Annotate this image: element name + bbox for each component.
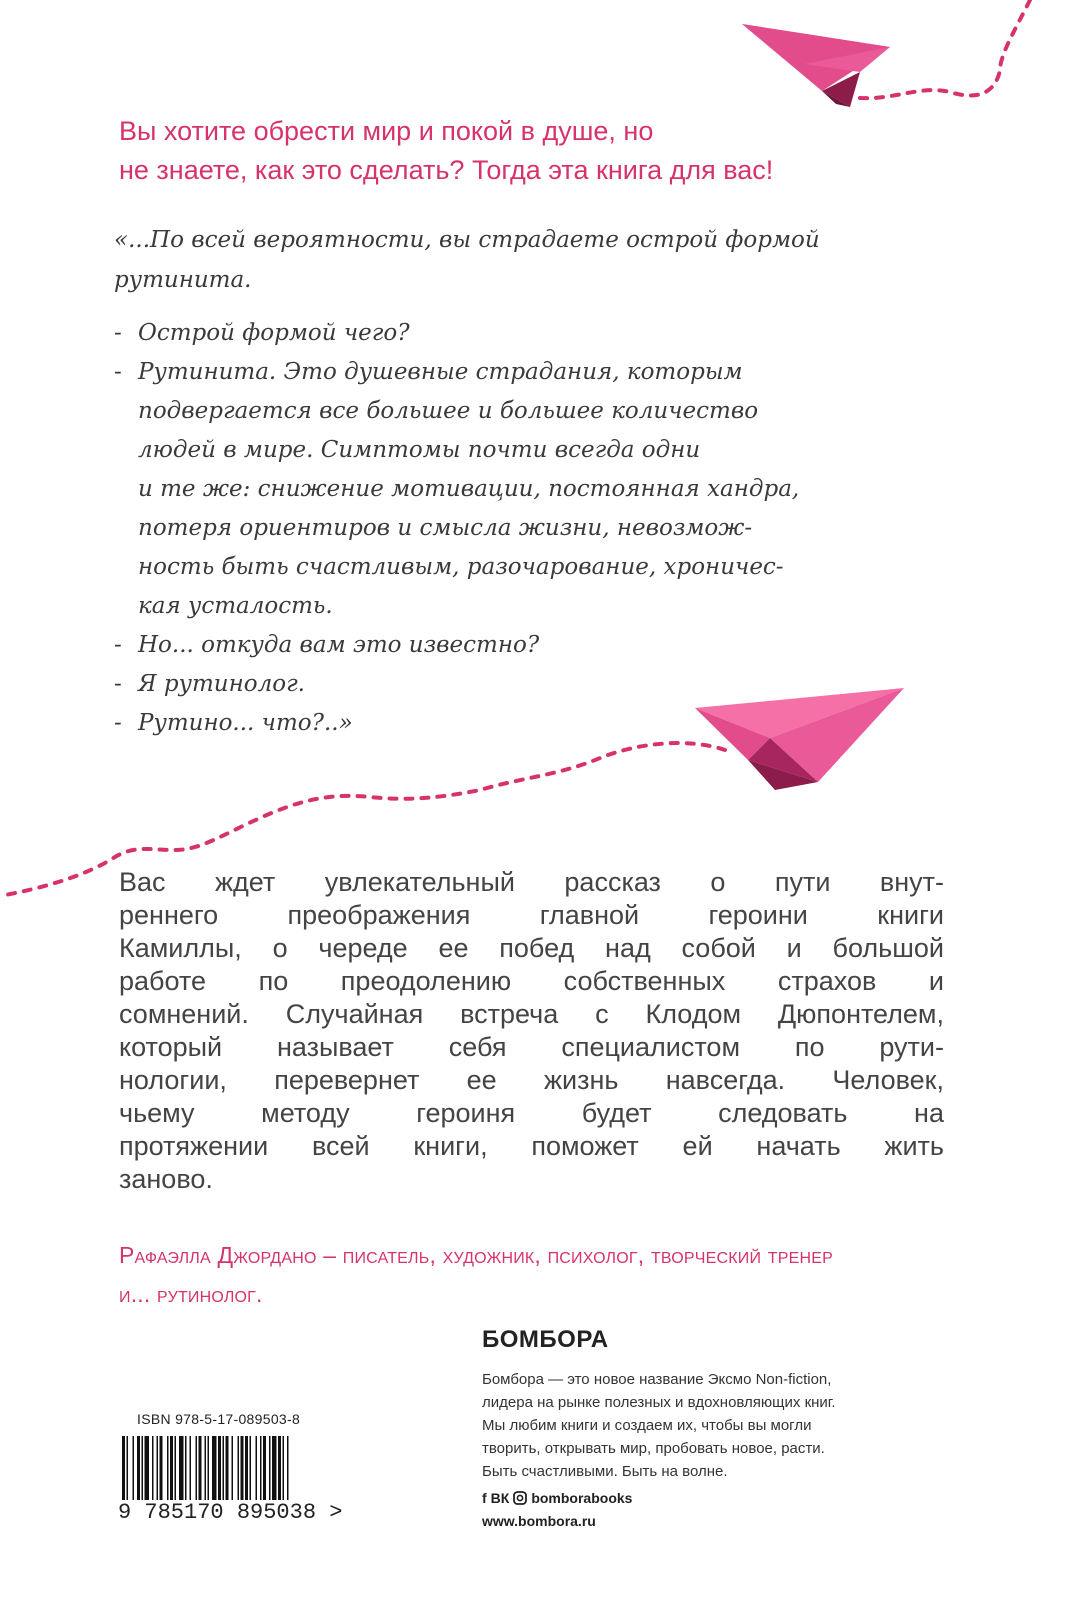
barcode [118,1436,350,1509]
barcode-bar [185,1436,187,1504]
dialog-line [114,665,974,704]
quote-opening-line: «...По всей вероятности, вы страдаете острой формой [114,227,820,253]
quote-opening-line: рутинита. [114,267,252,293]
paper-plane-top-icon [742,24,890,107]
dialog-line [114,314,974,353]
barcode-bar [208,1436,210,1504]
dialog-text: и те же: снижение мотивации, постоянная хандра, [138,476,800,502]
description-line: который называет себя специалистом по рути- [119,1032,944,1062]
barcode-bar [245,1436,248,1504]
publisher-about-line: Быть счастливыми. Быть на волне. [482,1463,728,1480]
dialog-text: - Рутино... что?..» [138,710,353,736]
barcode-bar [205,1436,207,1504]
dialog-text: людей в мире. Симптомы почти всегда одни [138,437,701,463]
barcode-bar [218,1436,221,1504]
author-line: и... рутинолог. [119,1281,263,1307]
author-line: Рафаэлла Джордано – писатель, художник, психолог, творческий тренер [119,1242,833,1268]
publisher-about-line: творить, открывать мир, пробовать новое, расти. [482,1440,825,1457]
barcode-bar [238,1436,240,1504]
ean-digits: 9 785170 895038 > [118,1500,343,1525]
publisher-logo: БОМБОРА [482,1326,609,1353]
vk-icon[interactable]: ВК [490,1490,510,1506]
barcode-bar [137,1436,140,1504]
description-line: сомнений. Случайная встреча с Клодом Дюпонтелем, [119,999,944,1029]
barcode-bar [142,1436,144,1504]
barcode-bars [118,1436,350,1504]
barcode-bar [232,1436,234,1504]
barcode-bar [196,1436,198,1504]
barcode-bar [179,1436,184,1504]
barcode-bar [175,1436,177,1504]
barcode-bar [272,1436,277,1504]
book-description [119,866,944,1196]
barcode-bar [278,1436,281,1504]
barcode-bar [170,1436,173,1504]
barcode-bar [226,1436,229,1504]
barcode-bar [157,1436,159,1504]
barcode-bar [283,1436,285,1504]
dialog-line [114,353,974,626]
social-links [482,1490,632,1506]
website-link[interactable]: www.bombora.ru [482,1513,596,1529]
description-line: работе по преодолению собственных страхов и [119,966,944,996]
barcode-bar [167,1436,169,1504]
dialog-text: - Я рутинолог. [138,671,305,697]
description-line: Вас ждет увлекательный рассказ о пути внут- [119,867,944,897]
dialog-text: потеря ориентиров и смысла жизни, невозмож- [138,515,753,541]
barcode-bar [256,1436,258,1504]
barcode-bar [250,1436,252,1504]
barcode-bar [241,1436,244,1504]
description-line: протяжении всей книги, поможет ей начать жить [119,1131,944,1161]
barcode-bar [269,1436,271,1504]
dialog-text: - Рутинита. Это душевные страдания, которым [138,359,743,385]
intro-line: не знаете, как это сделать? Тогда эта книга для вас! [119,155,774,185]
dialog-list [114,314,974,743]
social-handle[interactable]: bomborabooks [531,1490,633,1506]
barcode-bar [287,1436,289,1504]
barcode-bar [199,1436,202,1504]
barcode-bar [223,1436,225,1504]
barcode-bar [145,1436,150,1504]
description-line: реннего преображения главной героини книги [119,900,944,930]
description-line: чьему методу героиня будет следовать на [119,1098,944,1128]
barcode-bar [122,1436,125,1504]
barcode-bar [260,1436,262,1504]
intro-text [119,112,959,190]
barcode-bar [263,1436,266,1504]
facebook-icon[interactable]: f [482,1490,487,1506]
dialog-text: - Острой формой чего? [138,320,410,346]
author-bio [119,1236,969,1314]
barcode-bar [127,1436,129,1504]
dialog-line [114,626,974,665]
dialog-text: подвергается все большее и большее количество [138,398,759,424]
intro-line: Вы хотите обрести мир и покой в душе, но [119,116,654,146]
quote-opening [114,220,974,300]
barcode-bar [212,1436,217,1504]
dialog-text: кая усталость. [138,593,333,619]
description-line: нологии, перевернет ее жизнь навсегда. Человек, [119,1065,944,1095]
publisher-about-line: Бомбора — это новое название Эксмо Non-fiction, [482,1371,832,1388]
publisher-about-line: лидера на рынке полезных и вдохновляющих книг. [482,1394,836,1411]
barcode-bar [133,1436,135,1504]
barcode-bar [190,1436,192,1504]
dialog-text: - Но... откуда вам это известно? [138,632,540,658]
quote-block [114,220,974,743]
ean-number [118,1500,342,1525]
instagram-icon[interactable] [513,1491,527,1505]
publisher-about-line: Мы любим книги и создаем их, чтобы вы могли [482,1417,812,1434]
dialog-line [114,704,974,743]
isbn-label: ISBN 978-5-17-089503-8 [137,1411,301,1427]
description-line: Камиллы, о череде ее побед над собой и большой [119,933,944,963]
description-line: заново. [119,1164,213,1194]
barcode-bar [160,1436,163,1504]
barcode-bar [152,1436,154,1504]
publisher-about [482,1368,942,1483]
dialog-text: ность быть счастливым, разочарование, хроничес- [138,554,784,580]
